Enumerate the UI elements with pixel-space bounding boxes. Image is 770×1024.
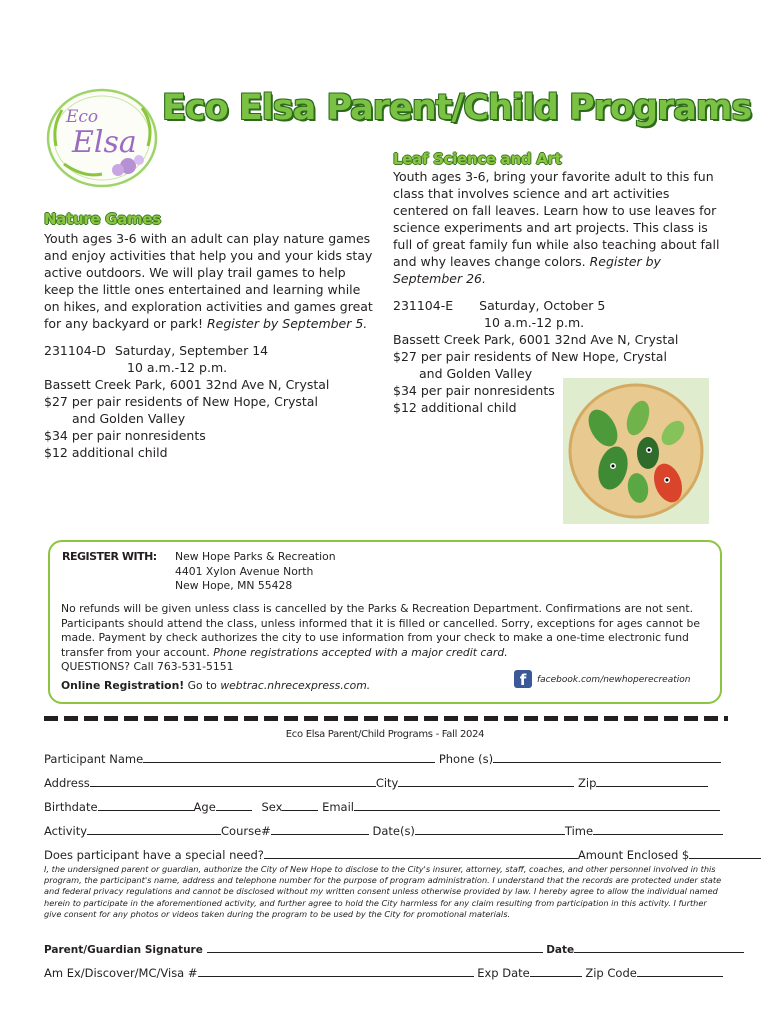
email-label: Email [322, 800, 354, 814]
activity-field[interactable] [87, 823, 221, 835]
age-field[interactable] [216, 799, 252, 811]
register-city: New Hope, MN 55428 [175, 579, 293, 592]
leaf-science-price-resident-cont: and Golden Valley [419, 366, 533, 381]
course-field[interactable] [271, 823, 369, 835]
card-label: Am Ex/Discover/MC/Visa # [44, 966, 198, 980]
nature-games-section [44, 230, 374, 461]
participant-name-label: Participant Name [44, 752, 144, 766]
zip-code-label: Zip Code [585, 966, 637, 980]
register-address [175, 550, 336, 594]
online-registration-url: webtrac.nhrecexpress.com. [220, 679, 371, 692]
leaf-science-location: Bassett Creek Park, 6001 32nd Ave N, Crystal [393, 332, 679, 347]
nature-games-description: Youth ages 3-6 with an adult can play nature games and enjoy activities that help you and your kids stay active outdoors. We will play trail games to help keep the little ones entertained and learning while on hikes, and exploration activities and games great for any backyard or park! Register by September 5. [44, 231, 373, 331]
sig-date-field[interactable] [574, 941, 744, 953]
facebook-icon[interactable]: f [514, 670, 532, 688]
special-need-label: Does participant have a special need? [44, 848, 264, 862]
nature-games-time: 10 a.m.-12 p.m. [127, 360, 228, 375]
leaf-art-photo [563, 378, 709, 524]
register-org: New Hope Parks & Recreation [175, 550, 336, 563]
register-box [48, 540, 722, 704]
nature-games-title: Nature Games [44, 210, 161, 228]
city-field[interactable] [398, 775, 574, 787]
leaf-science-code: 231104-E [393, 298, 454, 313]
leaf-science-time: 10 a.m.-12 p.m. [484, 315, 585, 330]
activity-label: Activity [44, 824, 88, 838]
zip-code-field[interactable] [637, 965, 723, 977]
page-title: Eco Elsa Parent/Child Programs [162, 88, 752, 128]
leaf-science-description: Youth ages 3-6, bring your favorite adult to this fun class that involves science and art activities centered on fall leaves. Learn how to use leaves for science experiments and art projects. This class is full of great family fun while also teaching about fall and why leaves change colors. Register by September 26. [393, 169, 720, 286]
time-label: Time [564, 824, 594, 838]
birthdate-label: Birthdate [44, 800, 98, 814]
form-title: Eco Elsa Parent/Child Programs - Fall 2024 [285, 729, 485, 740]
dates-label: Date(s) [372, 824, 415, 838]
course-label: Course# [221, 824, 271, 838]
zip-label: Zip [578, 776, 597, 790]
signature-field[interactable] [207, 941, 543, 953]
exp-date-field[interactable] [530, 965, 582, 977]
nature-games-location: Bassett Creek Park, 6001 32nd Ave N, Crystal [44, 377, 330, 392]
nature-games-register-by: Register by September 5. [206, 316, 368, 331]
form-row-activity [44, 823, 723, 838]
register-street: 4401 Xylon Avenue North [175, 564, 314, 578]
nature-games-price-nonresident: $34 per pair nonresidents [44, 428, 206, 443]
leaf-science-price-additional: $12 additional child [393, 400, 517, 415]
register-phone-note: Phone registrations accepted with a major credit card. [213, 645, 508, 659]
phone-field[interactable] [493, 751, 721, 763]
register-questions: QUESTIONS? Call 763-531-5151 [61, 660, 234, 673]
email-field[interactable] [354, 799, 720, 811]
logo-text-bottom: Elsa [72, 125, 137, 160]
exp-date-label: Exp Date [477, 966, 530, 980]
address-field[interactable] [90, 775, 376, 787]
age-label: Age [193, 800, 216, 814]
city-label: City [375, 776, 399, 790]
form-row-name [44, 751, 721, 766]
address-label: Address [44, 776, 90, 790]
sex-field[interactable] [282, 799, 318, 811]
leaf-science-price-resident: $27 per pair residents of New Hope, Crystal [393, 349, 667, 364]
register-label: REGISTER WITH: [62, 550, 157, 563]
cut-line [44, 716, 728, 721]
nature-games-price-additional: $12 additional child [44, 445, 168, 460]
nature-games-price-resident: $27 per pair residents of New Hope, Crystal [44, 394, 318, 409]
leaf-science-register-by: Register by September 26. [393, 254, 661, 286]
leaf-science-date: Saturday, October 5 [479, 298, 606, 313]
special-need-field[interactable] [264, 847, 578, 859]
eco-elsa-logo [44, 86, 162, 190]
legal-consent: I, the undersigned parent or guardian, authorize the City of New Hope to disclose to the City's insurer, attorney, staff, coaches, and other personnel involved in this program, the participant's name, address and telephone number for the purpose of program administration. I understand that the records are protected under state and federal privacy regulations and cannot be disclosed without my written consent unless otherwise provided by law. I hereby agree to allow the individual named herein to participate in the aforementioned activity, and further agree to hold the City harmless for any claim resulting from participation in this activity. I further give consent for any photos or videos taken during the program to be used by the City for promotional materials. [44, 864, 722, 919]
leaf-science-title: Leaf Science and Art [393, 150, 562, 168]
form-row-card [44, 965, 723, 980]
sig-date-label: Date [546, 944, 575, 956]
time-field[interactable] [593, 823, 723, 835]
dates-field[interactable] [415, 823, 565, 835]
nature-games-code-date [44, 342, 374, 359]
card-field[interactable] [198, 965, 474, 977]
sex-label: Sex [261, 800, 283, 814]
form-row-birth [44, 799, 720, 814]
leaf-science-code-date [393, 297, 723, 314]
online-registration[interactable]: Online Registration! Go to webtrac.nhrecexpress.com. [61, 679, 371, 692]
form-row-signature [44, 941, 744, 956]
amount-field[interactable] [689, 847, 761, 859]
online-registration-label: Online Registration! [61, 679, 185, 692]
nature-games-price-resident-cont: and Golden Valley [72, 411, 186, 426]
form-row-address [44, 775, 708, 790]
facebook-link[interactable]: facebook.com/newhoperecreation [537, 675, 691, 685]
birthdate-field[interactable] [98, 799, 194, 811]
amount-label: Amount Enclosed $ [577, 848, 690, 862]
signature-label: Parent/Guardian Signature [44, 944, 203, 956]
leaf-science-price-nonresident: $34 per pair nonresidents [393, 383, 555, 398]
form-row-special-need [44, 847, 761, 862]
nature-games-code: 231104-D [44, 343, 106, 358]
nature-games-date: Saturday, September 14 [114, 343, 269, 358]
zip-field[interactable] [596, 775, 708, 787]
phone-label: Phone (s) [438, 752, 494, 766]
logo-text-top: Eco [66, 107, 99, 127]
register-policy: No refunds will be given unless class is cancelled by the Parks & Recreation Department. Confirmations are not sent. Participants should attend the class, unless informed that it is filled or cancelled. Sorry, exceptions for ages cannot be made. Payment by check authorizes the city to use information from your check to make a one-time electronic fund transfer from your account. Phone registrations accepted with a major credit card. [61, 602, 700, 659]
participant-name-field[interactable] [143, 751, 435, 763]
